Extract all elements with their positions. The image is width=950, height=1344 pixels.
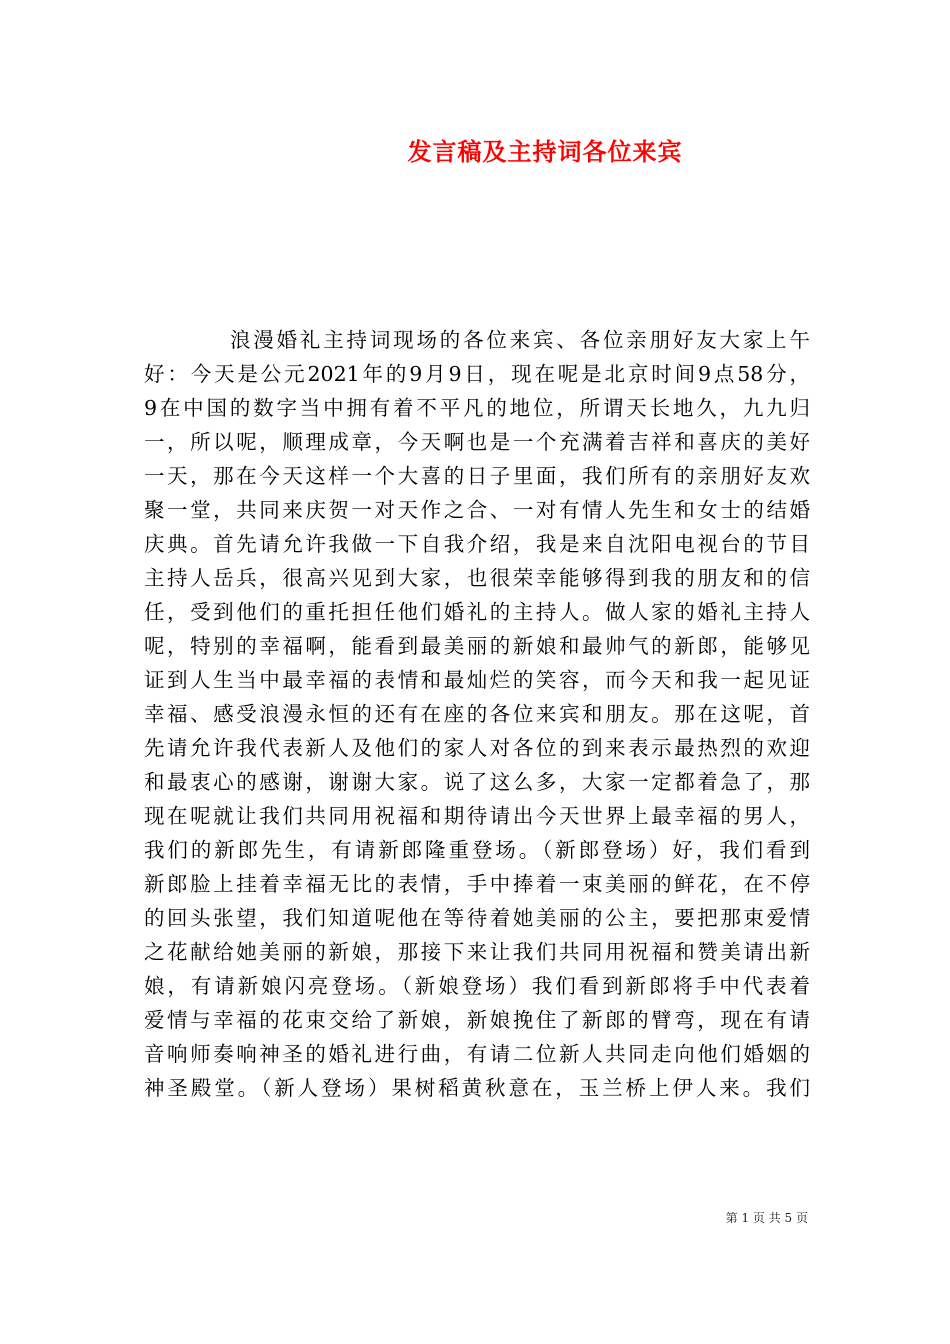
- text-line: 先请允许我代表新人及他们的家人对各位的到来表示最热烈的欢迎: [144, 736, 810, 760]
- text-line: 9在中国的数字当中拥有着不平凡的地位，所谓天长地久，九九归: [144, 396, 810, 420]
- text-line: 呢，特别的幸福啊，能看到最美丽的新娘和最帅气的新郎，能够见: [144, 634, 810, 658]
- text-line: 一天，那在今天这样一个大喜的日子里面，我们所有的亲朋好友欢: [144, 464, 810, 488]
- text-line: 幸福、感受浪漫永恒的还有在座的各位来宾和朋友。那在这呢，首: [144, 702, 810, 726]
- text-line: 我们的新郎先生，有请新郎隆重登场。（新郎登场）好，我们看到: [144, 838, 810, 862]
- text-line: 新郎脸上挂着幸福无比的表情，手中捧着一束美丽的鲜花，在不停: [144, 872, 810, 896]
- text-line: 神圣殿堂。（新人登场）果树稻黄秋意在，玉兰桥上伊人来。我们: [144, 1076, 810, 1100]
- text-line: 任，受到他们的重托担任他们婚礼的主持人。做人家的婚礼主持人: [144, 600, 810, 624]
- text-line: 好：今天是公元2021年的9月9日，现在呢是北京时间9点58分，: [144, 362, 810, 386]
- text-line: 和最衷心的感谢，谢谢大家。说了这么多，大家一定都着急了，那: [144, 770, 810, 794]
- text-line: 的回头张望，我们知道呢他在等待着她美丽的公主，要把那束爱情: [144, 906, 810, 930]
- text-line: 娘，有请新娘闪亮登场。（新娘登场）我们看到新郎将手中代表着: [144, 974, 810, 998]
- page-title: 发言稿及主持词各位来宾: [407, 137, 683, 166]
- text-line: 证到人生当中最幸福的表情和最灿烂的笑容，而今天和我一起见证: [144, 668, 810, 692]
- text-line: 聚一堂，共同来庆贺一对天作之合、一对有情人先生和女士的结婚: [144, 498, 810, 522]
- text-line: 音响师奏响神圣的婚礼进行曲，有请二位新人共同走向他们婚姻的: [144, 1042, 810, 1066]
- text-line: 浪漫婚礼主持词现场的各位来宾、各位亲朋好友大家上午: [230, 328, 810, 352]
- text-line: 爱情与幸福的花束交给了新娘，新娘挽住了新郎的臂弯，现在有请: [144, 1008, 810, 1032]
- text-line: 之花献给她美丽的新娘，那接下来让我们共同用祝福和赞美请出新: [144, 940, 810, 964]
- text-line: 庆典。首先请允许我做一下自我介绍，我是来自沈阳电视台的节目: [144, 532, 810, 556]
- text-line: 现在呢就让我们共同用祝福和期待请出今天世界上最幸福的男人，: [144, 804, 810, 828]
- body-text: [144, 323, 810, 1105]
- page-number: 第 1 页 共 5 页: [725, 1211, 808, 1225]
- text-line: 主持人岳兵，很高兴见到大家，也很荣幸能够得到我的朋友和的信: [144, 566, 810, 590]
- text-line: 一，所以呢，顺理成章，今天啊也是一个充满着吉祥和喜庆的美好: [144, 430, 810, 454]
